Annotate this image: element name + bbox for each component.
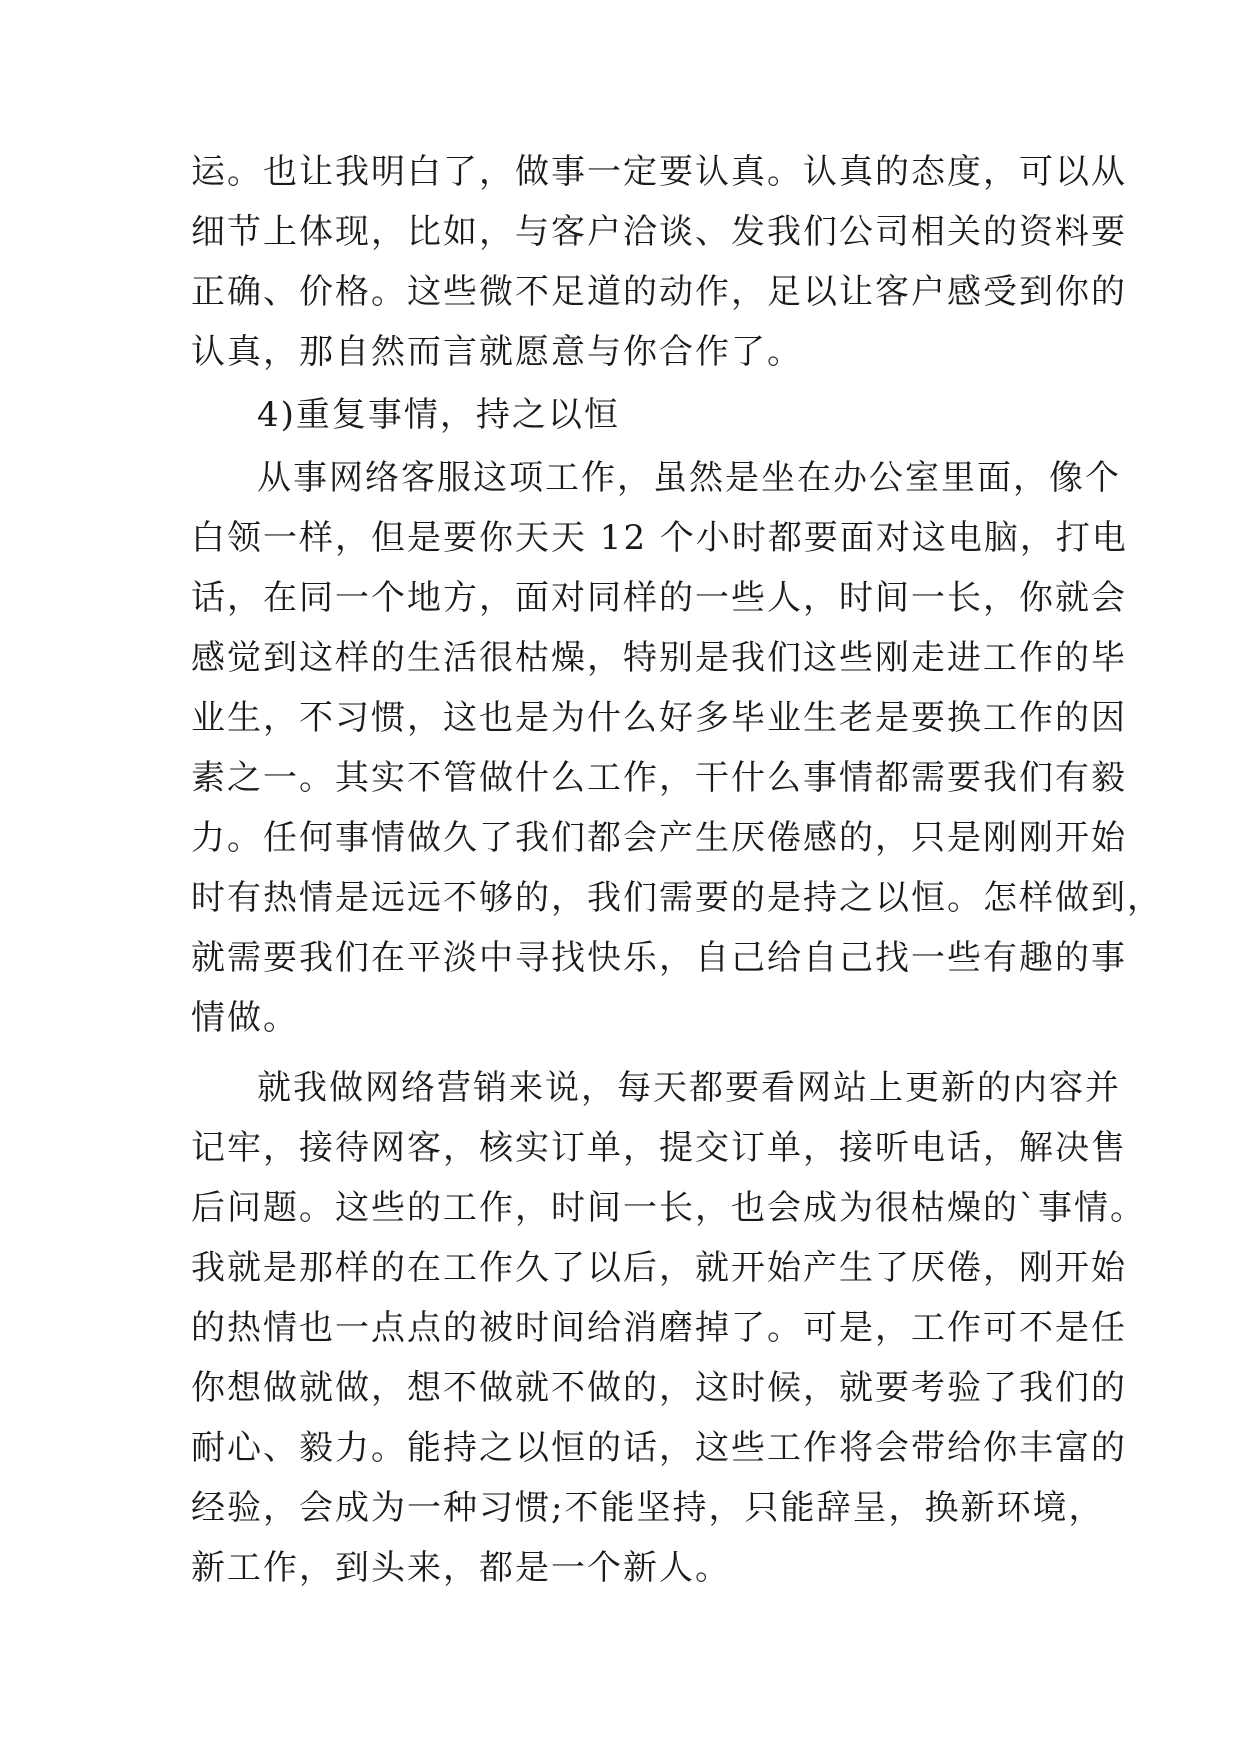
text-line: 后问题。这些的工作，时间一长，也会成为很枯燥的`事情。 [191,1188,1146,1228]
text-line: 正确、价格。这些微不足道的动作，足以让客户感受到你的 [191,272,1127,312]
text-line: 认真，那自然而言就愿意与你合作了。 [191,332,803,372]
text-line: 运。也让我明白了，做事一定要认真。认真的态度，可以从 [191,152,1127,192]
text-line: 经验，会成为一种习惯;不能坚持，只能辞呈，换新环境， [191,1488,1105,1528]
text-line: 就需要我们在平淡中寻找快乐，自己给自己找一些有趣的事 [191,938,1127,978]
text-line: 力。任何事情做久了我们都会产生厌倦感的，只是刚刚开始 [191,818,1127,858]
text-line: 耐心、毅力。能持之以恒的话，这些工作将会带给你丰富的 [191,1428,1127,1468]
text-line: 我就是那样的在工作久了以后，就开始产生了厌倦，刚开始 [191,1248,1127,1288]
text-line: 从事网络客服这项工作，虽然是坐在办公室里面，像个 [257,458,1121,498]
text-line: 新工作，到头来，都是一个新人。 [191,1548,731,1588]
text-line: 素之一。其实不管做什么工作，干什么事情都需要我们有毅 [191,758,1127,798]
text-line: 记牢，接待网客，核实订单，提交订单，接听电话，解决售 [191,1128,1127,1168]
text-line: 你想做就做，想不做就不做的，这时候，就要考验了我们的 [191,1368,1127,1408]
text-line: 就我做网络营销来说，每天都要看网站上更新的内容并 [257,1068,1121,1108]
text-line: 感觉到这样的生活很枯燥，特别是我们这些刚走进工作的毕 [191,638,1127,678]
text-line: 白领一样，但是要你天天 12 个小时都要面对这电脑，打电 [191,518,1128,558]
text-line: 话，在同一个地方，面对同样的一些人，时间一长，你就会 [191,578,1127,618]
text-line: 时有热情是远远不够的，我们需要的是持之以恒。怎样做到， [191,878,1163,918]
text-line: 细节上体现，比如，与客户洽谈、发我们公司相关的资料要 [191,212,1127,252]
text-line: 的热情也一点点的被时间给消磨掉了。可是，工作可不是任 [191,1308,1127,1348]
text-line: 情做。 [191,998,299,1038]
section-heading: 4)重复事情，持之以恒 [257,395,620,435]
text-line: 业生，不习惯，这也是为什么好多毕业生老是要换工作的因 [191,698,1127,738]
